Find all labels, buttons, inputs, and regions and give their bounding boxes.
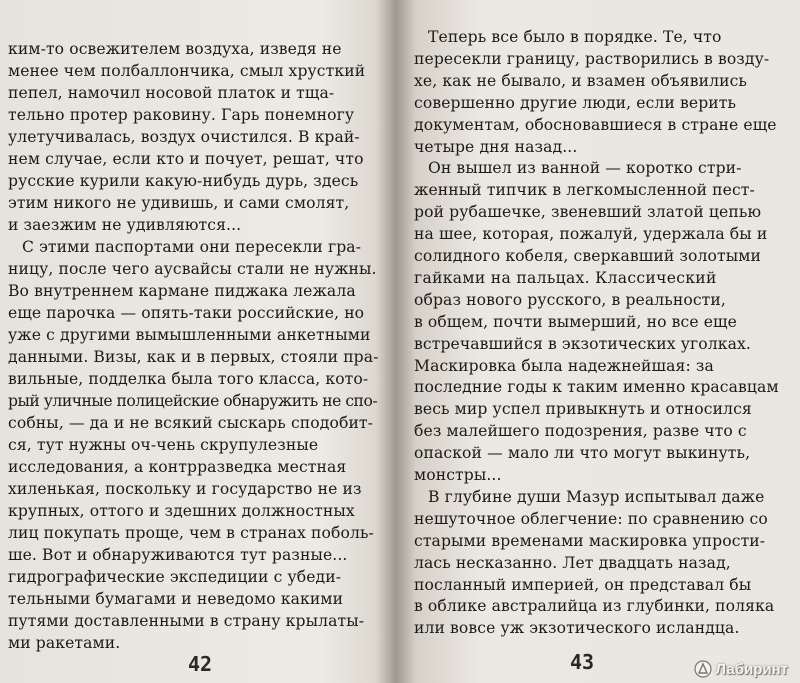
text-line: Маскировка была надежнейшая: за <box>414 356 714 375</box>
text-line: встречавшийся в экзотических уголках. <box>414 334 751 353</box>
watermark-text: Лабиринт <box>715 660 788 678</box>
text-line: ся, тут нужны оч-чень скрупулезные <box>8 436 319 454</box>
text-line: лиц покупать проще, чем в странах поболь- <box>8 524 374 542</box>
text-line: тельно протер раковину. Гарь понемногу <box>8 106 355 124</box>
text-line: или вовсе уж экзотического исландца. <box>414 619 740 638</box>
text-line: собны, — да и не всякий сыскарь сподобит- <box>8 414 374 432</box>
text-line: старыми временами маскировка упрости- <box>414 531 766 550</box>
text-line: крупных, оттого и здешних должностных <box>8 502 355 520</box>
text-line: Он вышел из ванной — коротко стри- <box>428 159 742 178</box>
text-line: Во внутреннем кармане пиджака лежала <box>8 282 356 300</box>
text-line: ше. Вот и обнаруживаются тут разные... <box>8 546 348 564</box>
text-line: в общем, почти вымерший, но все еще <box>414 312 737 331</box>
text-line: нешуточное облегчение: по сравнению со <box>414 509 768 528</box>
text-line: женный типчик в легкомысленной пест- <box>414 181 755 200</box>
text-line: данными. Визы, как и в первых, стояли пра- <box>8 348 379 366</box>
text-line: С этими паспортами они пересекли гра- <box>22 238 362 256</box>
text-line: опаской — мало ли что могут выкинуть, <box>414 444 751 463</box>
text-line: пепел, намочил носовой платок и тща- <box>8 84 335 102</box>
text-line: Теперь все было в порядке. Те, что <box>428 28 722 46</box>
text-line: документам, обосновавшиеся в стране еще <box>414 115 777 134</box>
text-line: этим никого не удивишь, и сами смолят, <box>8 194 350 212</box>
text-line: образ нового русского, в реальности, <box>414 290 726 309</box>
labirint-watermark <box>693 659 788 679</box>
text-line: менее чем полбаллончика, смыл хрусткий <box>8 62 366 80</box>
page-number-left: 42 <box>188 652 213 676</box>
left-page <box>0 0 388 683</box>
text-line: солидного кобеля, сверкавший золотыми <box>414 247 761 265</box>
text-line: гидрографические экспедиции с убеди- <box>8 568 342 586</box>
text-line: без малейшего подозрения, разве что с <box>414 422 747 441</box>
text-line: ницу, после чего аусвайсы стали не нужны. <box>8 260 377 278</box>
text-line: на шее, которая, пожалуй, удержала бы и <box>414 225 768 244</box>
text-line: русские курили какую-нибудь дурь, здесь <box>8 172 359 190</box>
text-line: ким-то освежителем воздуха, изведя не <box>8 40 342 58</box>
text-line: улетучивалась, воздух очистился. В край- <box>8 128 360 146</box>
text-line: четыре дня назад... <box>414 137 578 156</box>
page-number-right: 43 <box>570 650 595 674</box>
text-line: В глубине души Мазур испытывал даже <box>428 487 765 506</box>
text-line: совершенно другие люди, если верить <box>414 93 737 112</box>
text-line: в облике австралийца из глубинки, поляка <box>414 597 775 616</box>
text-line: ми ракетами. <box>8 634 121 652</box>
text-line: путями доставленными в страну крылаты- <box>8 612 365 630</box>
text-line: весь мир успел привыкнуть и относился <box>414 400 752 419</box>
text-line: нем случае, если кто и почует, решат, что <box>8 150 364 168</box>
text-line: еще парочка — опять-таки российские, но <box>8 304 365 322</box>
text-line: рой рубашечке, звеневший златой цепью <box>414 203 762 222</box>
text-line: исследования, а контрразведка местная <box>8 458 347 476</box>
text-line: гайками на пальцах. Классический <box>414 268 717 287</box>
labirint-logo-icon <box>693 659 713 679</box>
right-page <box>400 0 800 683</box>
text-line: последние годы к таким именно красавцам <box>414 378 779 397</box>
text-line: хе, как не бывало, и взамен объявились <box>414 71 748 90</box>
text-line: монстры... <box>414 466 502 484</box>
text-line: вильные, подделка была того класса, кото- <box>8 370 369 388</box>
text-line: пересекли границу, растворились в возду- <box>414 49 770 68</box>
text-line: лась несказанно. Лет двадцать назад, <box>414 553 731 572</box>
text-line: хиленькая, поскольку и государство не из <box>8 480 362 498</box>
text-line: рый уличные полицейские обнаружить не спо- <box>8 392 378 410</box>
text-line: тельными бумагами и неведомо какими <box>8 590 344 608</box>
text-line: уже с другими вымышленными анкетными <box>8 326 371 344</box>
text-line: и заезжим не удивляются... <box>8 216 242 234</box>
text-line: посланный империей, он представал бы <box>414 575 752 594</box>
